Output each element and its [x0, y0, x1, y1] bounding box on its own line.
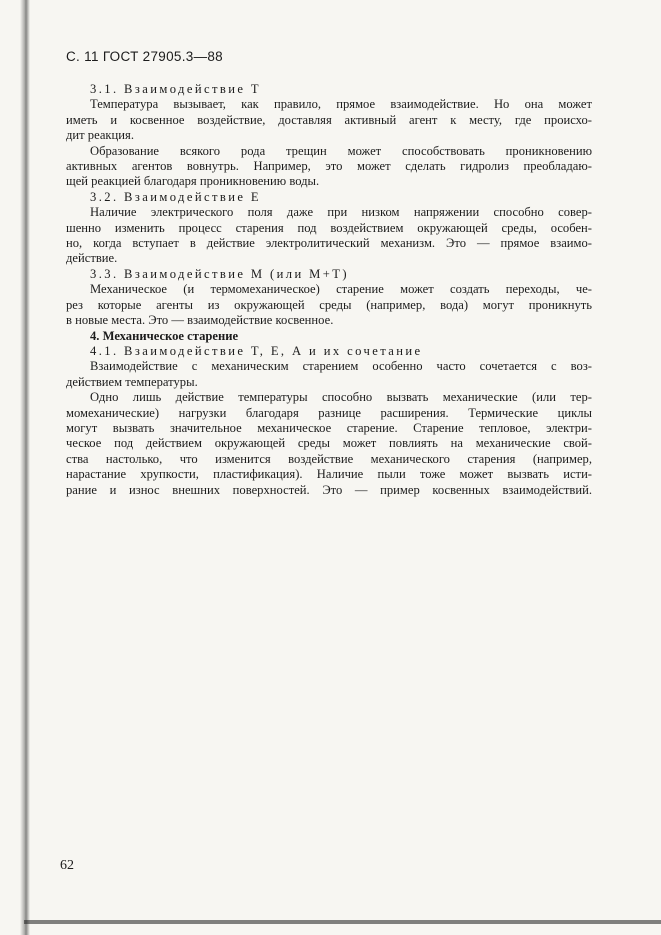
- text-line: нарастание хрупкости, пластификация). Наличие пыли тоже может вызвать исти-: [66, 467, 592, 482]
- scan-edge-shadow: [20, 0, 30, 935]
- text-line: Образование всякого рода трещин может способствовать проникновению: [90, 143, 592, 158]
- text-line: 3.1. Взаимодействие Т: [90, 82, 261, 96]
- text-line: шенно изменить процесс старения под воздействием окружающей среды, особен-: [66, 220, 592, 235]
- text-line: Наличие электрического поля даже при низком напряжении способно совер-: [90, 205, 592, 220]
- text-line: дит реакция.: [66, 128, 134, 143]
- text-line: 3.2. Взаимодействие Е: [90, 189, 261, 204]
- scan-bottom-edge: [24, 920, 661, 924]
- text-line: ческое под действием окружающей среды может повлиять на механические свой-: [66, 436, 592, 451]
- page-header: С. 11 ГОСТ 27905.3—88: [66, 49, 223, 64]
- text-line: иметь и косвенное воздействие, доставляя активный агент к месту, где происхо-: [66, 112, 592, 127]
- text-line: в новые места. Это — взаимодействие косвенное.: [66, 313, 334, 328]
- text-line: момеханические) нагрузки благодаря разнице расширения. Термические циклы: [66, 405, 592, 420]
- text-line: рание и износ внешних поверхностей. Это — пример косвенных взаимодействий.: [66, 482, 592, 497]
- text-line: 4.1. Взаимодействие Т, Е, А и их сочетание: [90, 343, 423, 358]
- text-line: Температура вызывает, как правило, прямое взаимодействие. Но она может: [90, 97, 592, 112]
- text-line: но, когда вступает в действие электролитический механизм. Это — прямое взаимо-: [66, 236, 592, 251]
- text-line: Одно лишь действие температуры способно вызвать механические (или тер-: [90, 390, 592, 405]
- text-line: рез которые агенты из окружающей среды (например, вода) могут проникнуть: [66, 297, 592, 312]
- page-number: 62: [60, 858, 74, 873]
- text-line: щей реакцией благодаря проникновению воды.: [66, 174, 320, 189]
- text-line: могут вызвать значительное механическое старение. Старение тепловое, электри-: [66, 420, 592, 435]
- document-body: [66, 82, 592, 498]
- text-line: действие.: [66, 251, 118, 266]
- text-line: ства настолько, что изменится воздействие механического старения (например,: [66, 451, 592, 466]
- text-line: 4. Механическое старение: [90, 328, 239, 343]
- text-line: активных агентов вовнутрь. Например, это может сделать гидролиз преобладаю-: [66, 159, 592, 174]
- text-line: 3.3. Взаимодействие М (или М+Т): [90, 266, 349, 281]
- text-line: Механическое (и термомеханическое) старение может создать переходы, че-: [90, 282, 592, 297]
- text-line: Взаимодействие с механическим старением особенно часто сочетается с воз-: [90, 359, 592, 374]
- text-line: действием температуры.: [66, 374, 198, 389]
